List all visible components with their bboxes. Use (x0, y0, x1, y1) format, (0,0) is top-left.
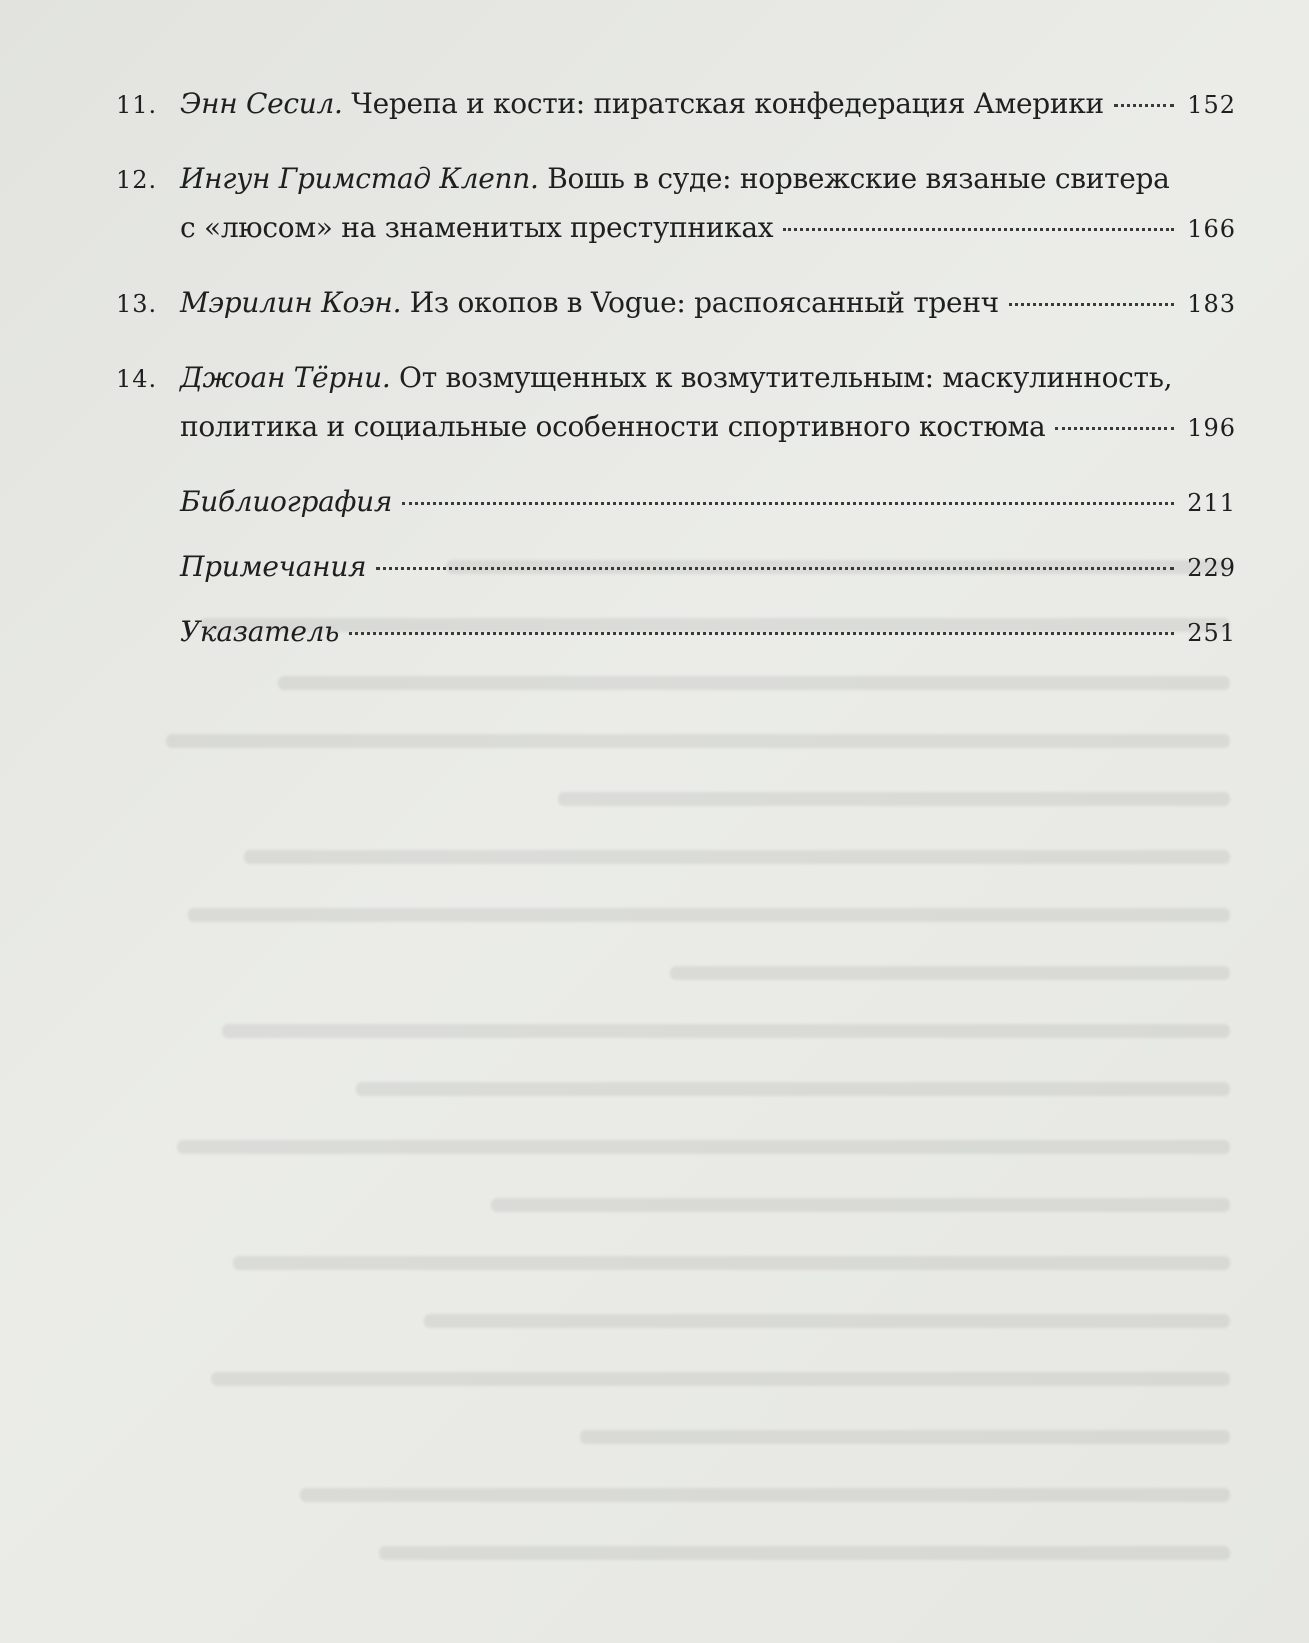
chapter-author: Джоан Тёрни. (180, 361, 391, 394)
section-title: Указатель (180, 615, 340, 648)
toc-entry (116, 155, 1236, 253)
page-number: 196 (1187, 414, 1236, 442)
chapter-number: 11. (116, 91, 158, 119)
page-number: 211 (1187, 489, 1236, 517)
chapter-author: Энн Сесил. (180, 87, 343, 120)
toc-line (116, 403, 1236, 452)
toc-entry (116, 354, 1236, 452)
toc-line (116, 279, 1236, 328)
dot-leader (376, 567, 1174, 570)
chapter-title: От возмущенных к возмутительным: маскулинность, (399, 361, 1173, 394)
page-number: 229 (1187, 554, 1236, 582)
dot-leader (783, 228, 1174, 231)
toc-entry-bibliography (116, 478, 1236, 527)
page-number: 152 (1187, 91, 1236, 119)
chapter-title: Вошь в суде: норвежские вязаные свитера (547, 162, 1170, 195)
chapter-number: 13. (116, 290, 158, 318)
toc-line (116, 155, 1236, 204)
chapter-number: 14. (116, 365, 158, 393)
chapter-title: Из окопов в Vogue: распоясанный тренч (409, 286, 999, 319)
dot-leader (349, 632, 1174, 635)
chapter-author: Мэрилин Коэн. (180, 286, 402, 319)
chapter-title: Черепа и кости: пиратская конфедерация Америки (351, 87, 1104, 120)
chapter-number: 12. (116, 166, 158, 194)
page-number: 183 (1187, 290, 1236, 318)
section-title: Примечания (180, 550, 367, 583)
toc-entry-index (116, 608, 1236, 657)
table-of-contents (116, 80, 1236, 673)
section-title: Библиография (180, 485, 393, 518)
show-through-text (110, 560, 1230, 1620)
toc-entry-notes (116, 543, 1236, 592)
toc-entry (116, 80, 1236, 129)
toc-entry (116, 279, 1236, 328)
chapter-title-continued: политика и социальные особенности спортивного костюма (180, 410, 1046, 443)
chapter-title-continued: с «люсом» на знаменитых преступниках (180, 211, 774, 244)
dot-leader (1114, 104, 1174, 107)
toc-line (116, 204, 1236, 253)
dot-leader (1009, 303, 1174, 306)
toc-line (116, 80, 1236, 129)
dot-leader (1055, 427, 1174, 430)
chapter-author: Ингун Гримстад Клепп. (180, 162, 539, 195)
page-number: 166 (1187, 215, 1236, 243)
dot-leader (402, 502, 1174, 505)
page-number: 251 (1187, 619, 1236, 647)
toc-line (116, 354, 1236, 403)
